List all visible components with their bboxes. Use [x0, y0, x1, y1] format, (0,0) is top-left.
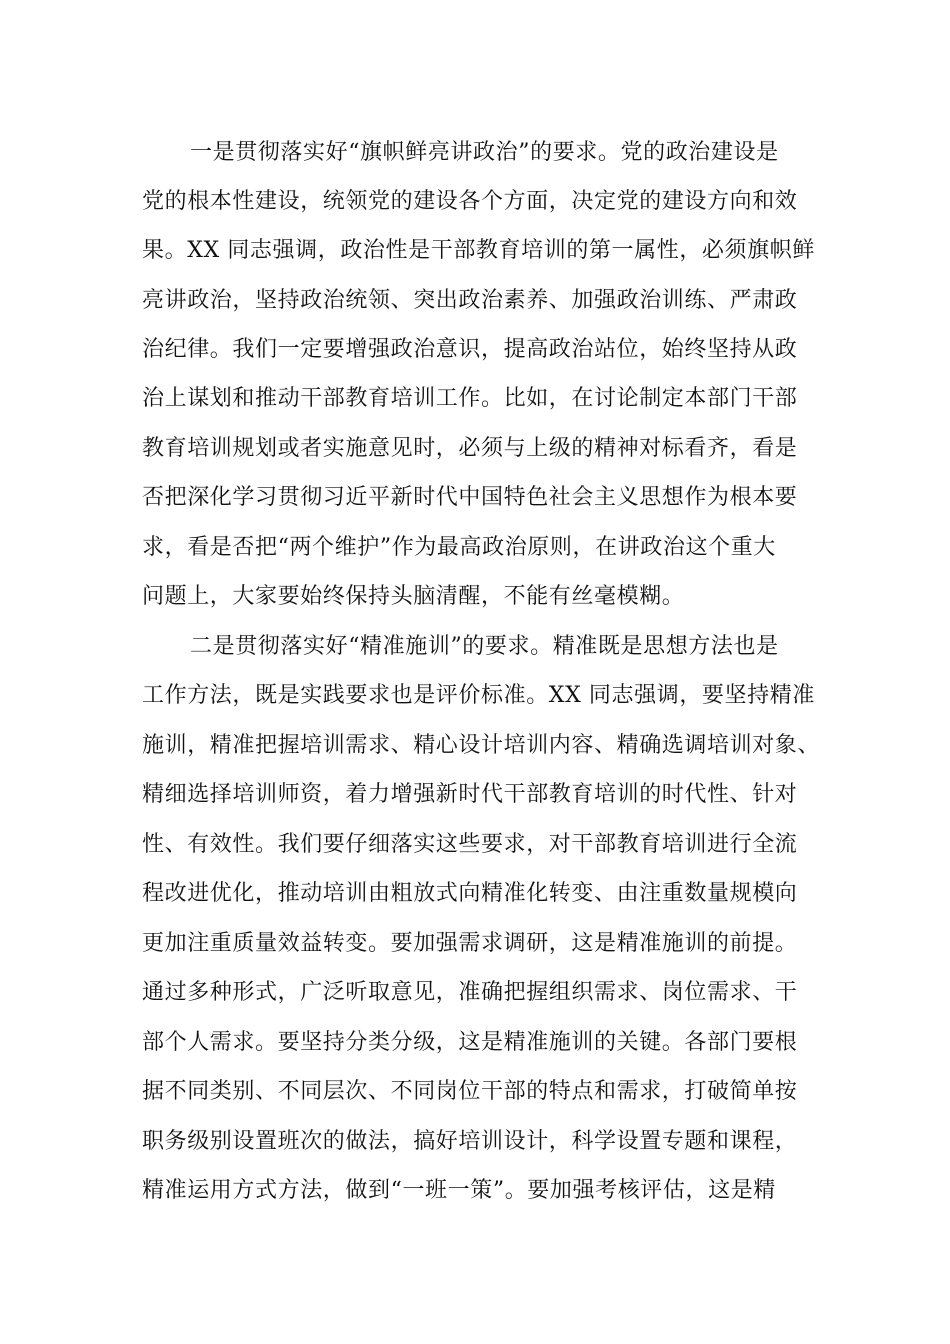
paragraph-line: 职务级别设置班次的做法，搞好培训设计，科学设置专题和课程，	[142, 1129, 798, 1154]
paragraph-line: 部个人需求。要坚持分类分级，这是精准施训的关键。各部门要根	[142, 1030, 798, 1055]
paragraph-line: 教育培训规划或者实施意见时，必须与上级的精神对标看齐，看是	[142, 436, 798, 461]
paragraph-line: 否把深化学习贯彻习近平新时代中国特色社会主义思想作为根本要	[142, 485, 798, 510]
paragraph-line: 程改进优化，推动培训由粗放式向精准化转变、由注重数量规模向	[142, 881, 798, 906]
paragraph-line: 工作方法，既是实践要求也是评价标准。XX 同志强调，要坚持精准	[142, 683, 815, 708]
paragraph-line: 一是贯彻落实好“旗帜鲜亮讲政治”的要求。党的政治建设是	[190, 140, 779, 165]
paragraph-line: 据不同类别、不同层次、不同岗位干部的特点和需求，打破简单按	[142, 1079, 798, 1104]
paragraph-line: 通过多种形式，广泛听取意见，准确把握组织需求、岗位需求、干	[142, 980, 798, 1005]
paragraph-line: 精细选择培训师资，着力增强新时代干部教育培训的时代性、针对	[142, 782, 798, 807]
paragraph-line: 党的根本性建设，统领党的建设各个方面，决定党的建设方向和效	[142, 189, 798, 214]
paragraph-line: 精准运用方式方法，做到“一班一策”。要加强考核评估，这是精	[142, 1178, 776, 1203]
paragraph-line: 施训，精准把握培训需求、精心设计培训内容、精确选调培训对象、	[142, 733, 821, 758]
paragraph-line: 二是贯彻落实好“精准施训”的要求。精准既是思想方法也是	[190, 634, 779, 659]
paragraph-line: 问题上，大家要始终保持头脑清醒，不能有丝毫模糊。	[142, 584, 685, 609]
paragraph-line: 性、有效性。我们要仔细落实这些要求，对干部教育培训进行全流	[142, 832, 798, 857]
paragraph-line: 治纪律。我们一定要增强政治意识，提高政治站位，始终坚持从政	[142, 337, 798, 362]
paragraph-line: 治上谋划和推动干部教育培训工作。比如，在讨论制定本部门干部	[142, 386, 798, 411]
paragraph-line: 果。XX 同志强调，政治性是干部教育培训的第一属性，必须旗帜鲜	[142, 238, 815, 263]
paragraph-line: 亮讲政治，坚持政治统领、突出政治素养、加强政治训练、严肃政	[142, 288, 798, 313]
paragraph-line: 更加注重质量效益转变。要加强需求调研，这是精准施训的前提。	[142, 931, 798, 956]
paragraph-line: 求，看是否把“两个维护”作为最高政治原则，在讲政治这个重大	[142, 535, 776, 560]
